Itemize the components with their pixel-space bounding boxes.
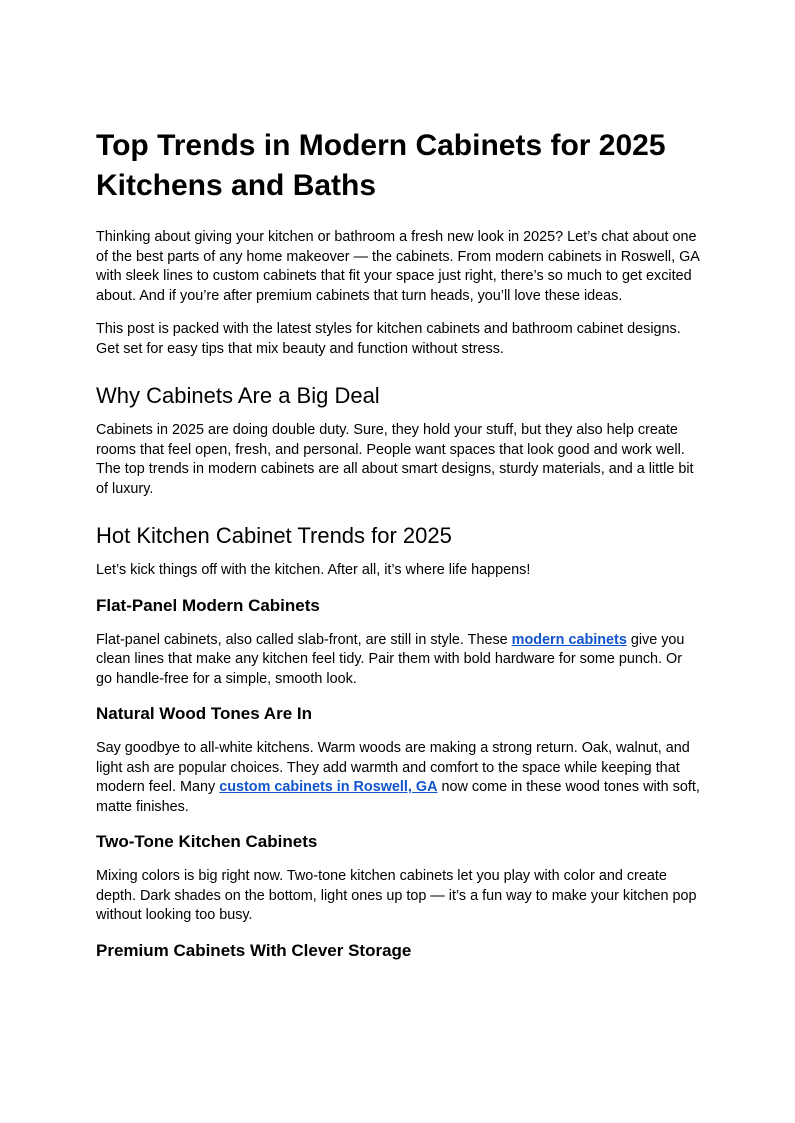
wood-tones-paragraph [96, 739, 700, 817]
heading-premium-cabinets: Premium Cabinets With Clever Storage [96, 940, 412, 960]
wood-tones-text-end: now come in these wood tones with soft, matte finishes. [96, 779, 700, 815]
flat-panel-paragraph [96, 631, 700, 690]
heading-why-cabinets: Why Cabinets Are a Big Deal [96, 383, 380, 408]
modern-cabinets-link[interactable]: modern cabinets [511, 631, 627, 648]
why-cabinets-paragraph: Cabinets in 2025 are doing double duty. Sure, they hold your stuff, but they also help create rooms that feel open, fresh, and personal. People want spaces that look good and work well. The top trends in modern cabinets are all about smart designs, sturdy materials, and a little bit of luxury. [96, 422, 694, 497]
heading-kitchen-trends: Hot Kitchen Cabinet Trends for 2025 [96, 523, 452, 548]
intro-paragraph: Thinking about giving your kitchen or bathroom a fresh new look in 2025? Let’s chat about one of the best parts of any home makeover — the cabinets. From modern cabinets in Roswell, GA with sleek lines to custom cabinets that fit your space just right, there’s so much to get excited about. And if you’re after premium cabinets that turn heads, you’ll love these ideas. [96, 229, 700, 304]
flat-panel-text-start: Flat-panel cabinets, also called slab-front, are still in style. These [96, 631, 512, 648]
heading-two-tone: Two-Tone Kitchen Cabinets [96, 832, 318, 851]
kitchen-trends-paragraph: Let’s kick things off with the kitchen. After all, it’s where life happens! [96, 562, 531, 578]
custom-cabinets-roswell-link[interactable]: custom cabinets in Roswell, GA [219, 779, 438, 795]
heading-wood-tones: Natural Wood Tones Are In [96, 704, 312, 723]
flat-panel-text-end: give you clean lines that make any kitchen feel tidy. Pair them with bold hardware for some punch. Or go handle-free for a simple, smooth look. [96, 631, 685, 687]
page-title: Top Trends in Modern Cabinets for 2025 Kitchens and Baths [96, 129, 666, 202]
two-tone-paragraph: Mixing colors is big right now. Two-tone kitchen cabinets let you play with color and create depth. Dark shades on the bottom, light ones up top — it’s a fun way to make your kitchen pop without looking too busy. [96, 868, 697, 923]
intro-paragraph-2: This post is packed with the latest styles for kitchen cabinets and bathroom cabinet designs. Get set for easy tips that mix beauty and function without stress. [96, 321, 681, 357]
document-page [96, 126, 700, 976]
heading-flat-panel: Flat-Panel Modern Cabinets [96, 595, 320, 615]
wood-tones-text-start: Say goodbye to all-white kitchens. Warm woods are making a strong return. Oak, walnut, and light ash are popular choices. They add warmth and comfort to the space while keeping that modern feel. Many [96, 740, 690, 795]
